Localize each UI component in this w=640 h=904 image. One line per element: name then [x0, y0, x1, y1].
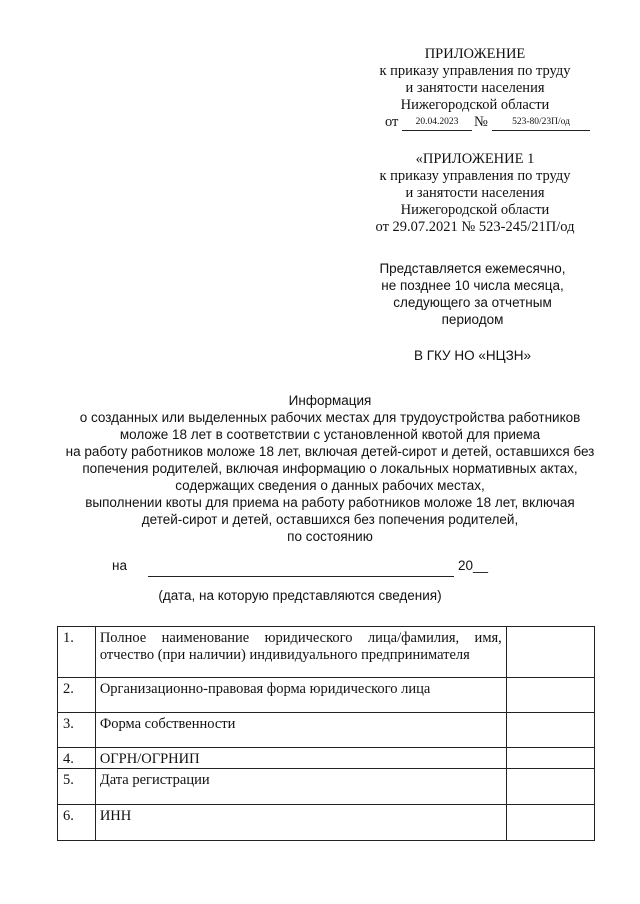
- row-number: 5.: [58, 769, 96, 805]
- heading-line: по состоянию: [287, 529, 373, 544]
- date-underline: [148, 576, 454, 577]
- appendix-line-2: и занятости населения: [405, 80, 545, 96]
- row-value-cell[interactable]: [506, 805, 594, 841]
- appendix-from-label: от: [385, 114, 399, 130]
- heading-line: выполнении квоты для приема на работу работников моложе 18 лет, включая: [85, 495, 575, 510]
- row-number: 2.: [58, 678, 96, 713]
- row-label: Организационно-правовая форма юридического лица: [95, 678, 506, 713]
- appendix-number: 523-80/23П/од: [512, 117, 570, 127]
- row-value-cell[interactable]: [506, 748, 594, 769]
- row-label: Дата регистрации: [95, 769, 506, 805]
- table-row: [58, 713, 595, 748]
- table-row: [58, 627, 595, 678]
- heading-line: содержащих сведения о данных рабочих местах,: [175, 478, 485, 493]
- heading-line: моложе 18 лет в соответствии с установленной квотой для приема: [119, 427, 541, 442]
- row-value-cell[interactable]: [506, 627, 594, 678]
- row-value-cell[interactable]: [506, 769, 594, 805]
- heading-line: попечения родителей, включая информацию о локальных нормативных актах,: [82, 461, 578, 476]
- appendix-number-label: №: [474, 114, 488, 130]
- appendix-number-underline: [492, 130, 590, 131]
- row-number: 4.: [58, 748, 96, 769]
- submission-line-3: следующего за отчетным: [393, 295, 552, 310]
- appendix-line-3: Нижегородской области: [400, 97, 550, 113]
- appendix-prev-line-2: и занятости населения: [405, 185, 545, 201]
- row-value-cell[interactable]: [506, 678, 594, 713]
- heading-line: на работу работников моложе 18 лет, включая детей-сирот и детей, оставшихся без: [65, 444, 595, 459]
- row-label: ОГРН/ОГРНИП: [95, 748, 506, 769]
- appendix-date: 20.04.2023: [415, 117, 459, 127]
- table-row: [58, 678, 595, 713]
- heading-line: о созданных или выделенных рабочих местах для трудоустройства работников: [79, 410, 581, 425]
- heading-line: детей-сирот и детей, оставшихся без попечения родителей,: [141, 512, 519, 527]
- row-label: Полное наименование юридического лица/фамилия, имя, отчество (при наличии) индивидуального предпринимателя: [95, 627, 506, 678]
- appendix-title: ПРИЛОЖЕНИЕ: [424, 46, 526, 62]
- row-label: Форма собственности: [95, 713, 506, 748]
- submission-line-2: не позднее 10 числа месяца,: [381, 278, 564, 293]
- appendix-prev-line-3: Нижегородской области: [400, 202, 550, 218]
- submission-line-4: периодом: [441, 312, 504, 327]
- appendix-date-underline: [402, 130, 472, 131]
- appendix-prev-title: «ПРИЛОЖЕНИЕ 1: [415, 151, 535, 167]
- date-year-prefix: 20__: [458, 558, 489, 573]
- appendix-prev-line-4: от 29.07.2021 № 523-245/21П/од: [375, 219, 575, 235]
- date-caption: (дата, на которую представляются сведения): [158, 588, 442, 603]
- row-number: 6.: [58, 805, 96, 841]
- submission-line-1: Представляется ежемесячно,: [379, 261, 566, 276]
- row-value-cell[interactable]: [506, 713, 594, 748]
- table-row: [58, 769, 595, 805]
- info-table: [57, 626, 595, 841]
- table-row: [58, 805, 595, 841]
- appendix-prev-line-1: к приказу управления по труду: [379, 168, 571, 184]
- appendix-line-1: к приказу управления по труду: [379, 63, 571, 79]
- date-prefix: на: [112, 558, 127, 573]
- table-row: [58, 748, 595, 769]
- heading-title: Информация: [288, 393, 372, 408]
- row-number: 1.: [58, 627, 96, 678]
- row-label: ИНН: [95, 805, 506, 841]
- row-number: 3.: [58, 713, 96, 748]
- recipient: В ГКУ НО «НЦЗН»: [413, 348, 532, 363]
